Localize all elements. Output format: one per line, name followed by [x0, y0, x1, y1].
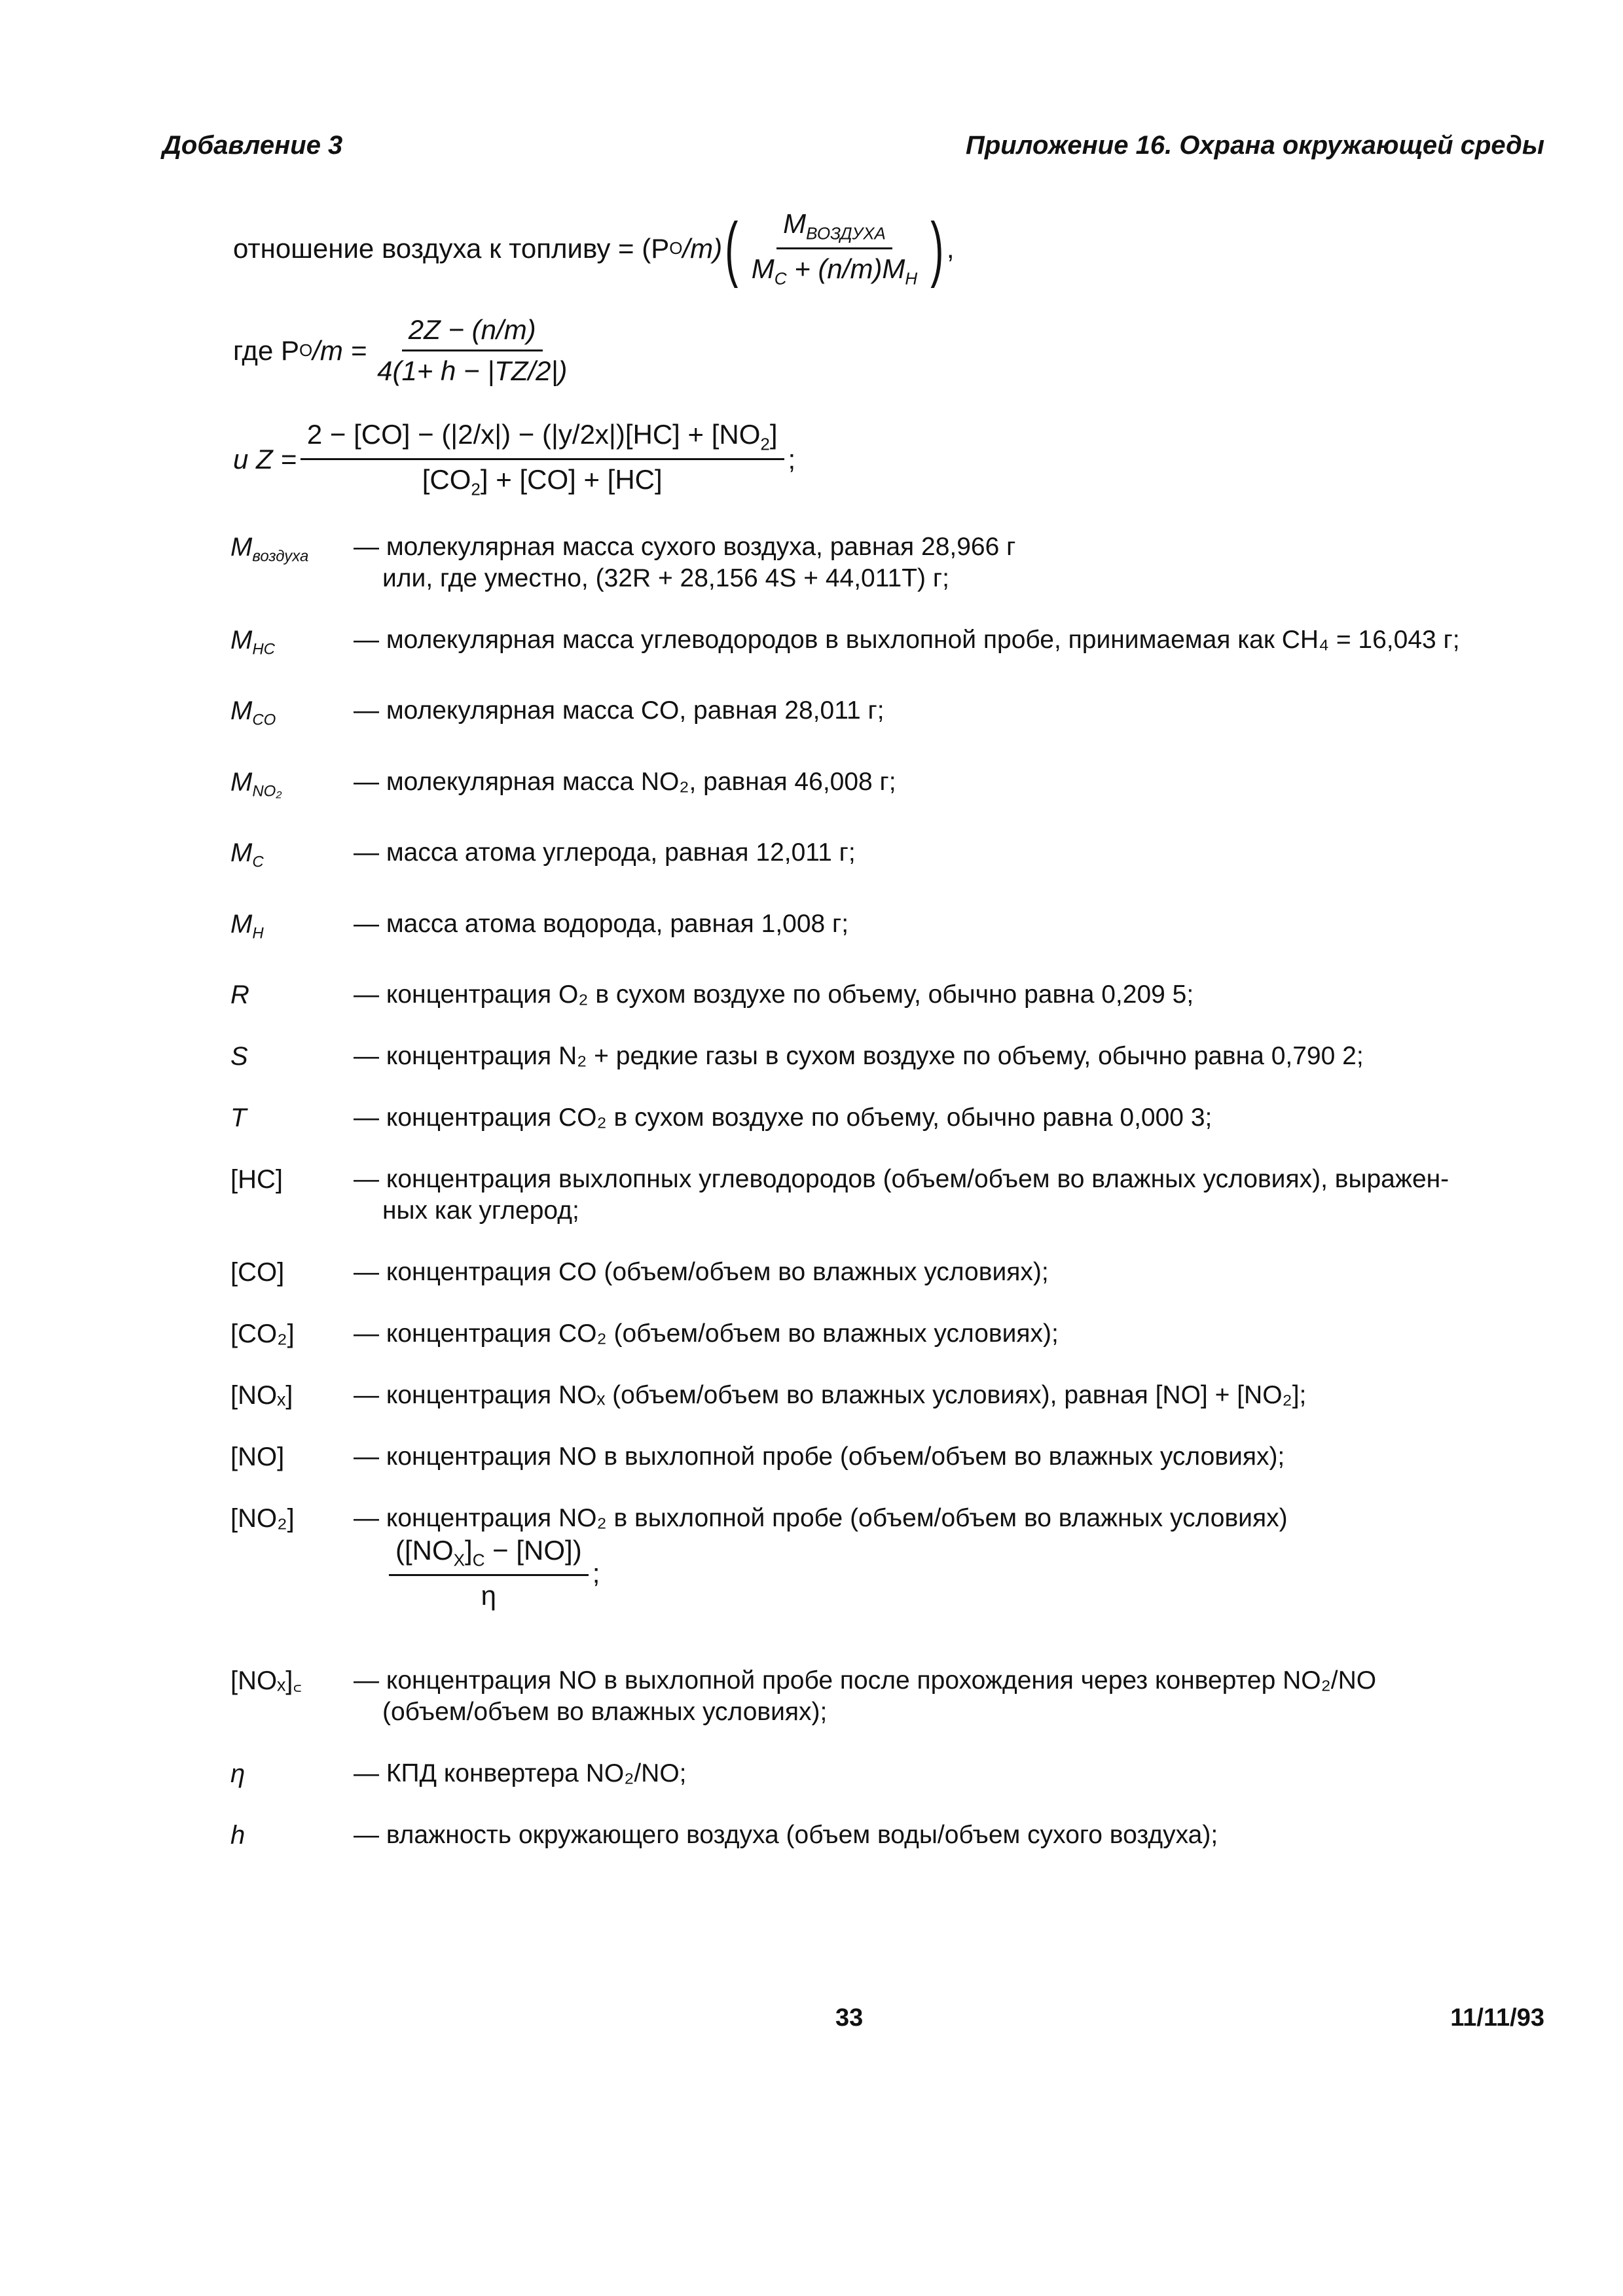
afr-num-sub: ВОЗДУХА	[806, 223, 886, 243]
symbol-subscript: C	[252, 853, 264, 871]
definition-line-2: (объем/объем во влажных условиях);	[382, 1698, 828, 1726]
definition-line-1: — концентрация NO в выхлопной пробе после прохождения через конвертер NO₂/NO	[354, 1666, 1377, 1695]
definition-row	[230, 979, 1546, 1011]
header-left: Добавление 3	[162, 131, 343, 160]
symbol-main: [NOₓ]꜀	[230, 1666, 302, 1695]
po-denominator: 4(1+ h − |TZ/2|)	[377, 355, 568, 386]
paren-left: (	[725, 207, 739, 289]
z-fraction	[301, 419, 784, 500]
definition-row	[230, 1380, 1546, 1411]
eta-denominator: η	[481, 1580, 497, 1611]
definition-row	[230, 1820, 1546, 1851]
eta-num-x: X	[453, 1550, 465, 1570]
afr-fraction	[745, 208, 924, 289]
definition-row	[230, 1041, 1546, 1072]
definition-symbol	[230, 1665, 354, 1728]
definition-line-1: — молекулярная масса сухого воздуха, равная 28,966 г	[354, 533, 1016, 561]
definition-row	[230, 1758, 1546, 1789]
definitions-list	[230, 531, 1546, 1564]
definition-text	[354, 624, 1546, 665]
page-number: 33	[835, 2004, 864, 2032]
definition-line-1: — концентрация CO₂ в сухом воздухе по объему, обычно равна 0,000 3;	[354, 1103, 1213, 1132]
eta-num-end: − [NO])	[484, 1535, 582, 1566]
definition-line-1: — концентрация N₂ + редкие газы в сухом воздухе по объему, обычно равна 0,790 2;	[354, 1041, 1364, 1070]
definition-row	[230, 908, 1546, 949]
definition-text	[354, 837, 1546, 878]
symbol-subscript: HC	[252, 640, 275, 658]
definition-text	[354, 1503, 1546, 1534]
definition-symbol	[230, 531, 354, 594]
symbol-main: M	[230, 696, 253, 726]
afr-num-m: M	[783, 208, 807, 239]
po-fraction	[371, 314, 574, 387]
z-den-sub: 2	[471, 479, 481, 499]
definition-line-1: — концентрация O₂ в сухом воздухе по объему, обычно равна 0,209 5;	[354, 980, 1194, 1009]
definition-symbol	[230, 1380, 354, 1411]
definition-line-1: — молекулярная масса углеводородов в выхлопной пробе, принимаемая как CH₄ = 16,043 г;	[354, 626, 1460, 654]
symbol-main: M	[230, 909, 253, 939]
definition-line-2: ных как углерод;	[382, 1196, 579, 1225]
definition-line-1: — концентрация CO₂ (объем/объем во влажных условиях);	[354, 1319, 1059, 1348]
symbol-main: M	[230, 533, 253, 562]
definition-symbol	[230, 1758, 354, 1789]
definition-row	[230, 1318, 1546, 1350]
symbol-subscript: воздуха	[252, 547, 309, 565]
definition-row	[230, 1102, 1546, 1134]
definition-symbol	[230, 908, 354, 949]
definition-line-1: — концентрация выхлопных углеводородов (объем/объем во влажных условиях), выражен-	[354, 1164, 1450, 1193]
symbol-main: R	[230, 980, 249, 1009]
definition-text	[354, 1820, 1546, 1851]
header-right: Приложение 16. Охрана окружающей среды	[966, 131, 1544, 160]
definition-text	[354, 1041, 1546, 1072]
symbol-main: [NO]	[230, 1442, 285, 1471]
definition-line-1: — масса атома углерода, равная 12,011 г;	[354, 838, 856, 867]
definition-symbol	[230, 1503, 354, 1534]
formula-no-eta	[385, 1535, 600, 1611]
afr-end: ,	[946, 232, 955, 264]
afr-den-mid: + (n/m)M	[786, 253, 905, 285]
definition-symbol	[230, 766, 354, 807]
definition-row	[230, 695, 1546, 736]
symbol-main: [CO]	[230, 1257, 285, 1287]
definition-symbol	[230, 624, 354, 665]
definition-row	[230, 837, 1546, 878]
afr-numerator	[776, 208, 892, 249]
definition-line-1: — масса атома водорода, равная 1,008 г;	[354, 909, 849, 938]
definition-text	[354, 1257, 1546, 1288]
definition-symbol	[230, 1441, 354, 1473]
z-num-text: 2 − [CO] − (|2/x|) − (|y/2x|)[HC] + [NO	[306, 419, 761, 450]
z-den-end: ] + [CO] + [HC]	[480, 464, 663, 495]
paren-right: )	[930, 207, 944, 289]
definition-symbol	[230, 1164, 354, 1227]
definition-symbol	[230, 1257, 354, 1288]
definition-text	[354, 531, 1546, 594]
symbol-main: [CO₂]	[230, 1319, 295, 1348]
symbol-subscript: NO₂	[252, 782, 282, 800]
definition-line-1: — молекулярная масса CO, равная 28,011 г;	[354, 696, 884, 725]
definition-row	[230, 1665, 1546, 1728]
definition-row	[230, 531, 1546, 594]
z-numerator	[301, 419, 784, 460]
definition-row	[230, 1503, 1546, 1534]
eta-end: ;	[592, 1557, 600, 1588]
definition-line-1: — концентрация NOₓ (объем/объем во влажных условиях), равная [NO] + [NO₂];	[354, 1380, 1307, 1409]
z-end: ;	[788, 443, 796, 475]
afr-den-sub-h: H	[905, 268, 918, 289]
symbol-main: [NO₂]	[230, 1503, 295, 1533]
definition-symbol	[230, 1102, 354, 1134]
eta-numerator	[389, 1535, 589, 1576]
definition-line-1: — концентрация NO₂ в выхлопной пробе (объем/объем во влажных условиях)	[354, 1503, 1288, 1532]
definition-symbol	[230, 695, 354, 736]
eta-num-mid: ]	[465, 1535, 473, 1566]
definition-symbol	[230, 1318, 354, 1350]
z-num-sub: 2	[760, 434, 770, 454]
symbol-main: [HC]	[230, 1164, 283, 1194]
definition-text	[354, 1318, 1546, 1350]
afr-label: отношение воздуха к топливу = (P	[233, 232, 670, 264]
definition-text	[354, 979, 1546, 1011]
definition-symbol	[230, 1041, 354, 1072]
symbol-subscript: CO	[252, 711, 276, 729]
afr-m: /m)	[682, 232, 723, 264]
definition-line-1: — молекулярная масса NO₂, равная 46,008 г;	[354, 767, 896, 796]
definition-line-1: — концентрация CO (объем/объем во влажных условиях);	[354, 1257, 1049, 1286]
po-m: /m =	[312, 334, 367, 366]
definition-text	[354, 1102, 1546, 1134]
definition-row	[230, 1164, 1546, 1227]
definitions-list-2	[230, 1665, 1546, 1881]
symbol-main: [NOₓ]	[230, 1380, 293, 1410]
z-prefix: и Z =	[233, 443, 297, 475]
definition-text	[354, 766, 1546, 807]
definition-line-2: или, где уместно, (32R + 28,156 4S + 44,011T) г;	[382, 564, 949, 592]
eta-num-c: C	[472, 1550, 485, 1570]
symbol-main: M	[230, 626, 253, 655]
definition-text	[354, 1380, 1546, 1411]
po-prefix: где P	[233, 334, 299, 366]
definition-line-1: — КПД конвертера NO₂/NO;	[354, 1759, 687, 1787]
afr-denominator	[745, 249, 924, 289]
formula-air-fuel-ratio	[233, 208, 955, 289]
definition-symbol	[230, 837, 354, 878]
definition-text	[354, 695, 1546, 736]
definition-line-1: — влажность окружающего воздуха (объем воды/объем сухого воздуха);	[354, 1821, 1218, 1849]
definition-text	[354, 1758, 1546, 1789]
symbol-subscript: H	[252, 924, 264, 942]
eta-num-text: ([NO	[395, 1535, 454, 1566]
z-den-text: [CO	[422, 464, 471, 495]
definition-line-1: — концентрация NO в выхлопной пробе (объем/объем во влажных условиях);	[354, 1442, 1285, 1471]
z-num-end: ]	[769, 419, 778, 450]
formula-z	[233, 419, 795, 500]
afr-den-sub-c: C	[774, 268, 787, 289]
footer-date: 11/11/93	[1450, 2004, 1544, 2032]
eta-fraction	[389, 1535, 589, 1611]
definition-text	[354, 1665, 1546, 1728]
symbol-main: M	[230, 838, 253, 868]
definition-text	[354, 908, 1546, 949]
po-numerator: 2Z − (n/m)	[402, 314, 543, 351]
definition-row	[230, 766, 1546, 807]
po-o-sub: O	[299, 340, 313, 360]
definition-row	[230, 1257, 1546, 1288]
z-denominator	[416, 460, 669, 499]
definition-text	[354, 1441, 1546, 1473]
afr-o-sub: O	[669, 238, 683, 259]
definition-row	[230, 624, 1546, 665]
symbol-main: M	[230, 767, 253, 797]
definition-symbol	[230, 1820, 354, 1851]
symbol-main: T	[230, 1103, 247, 1132]
symbol-main: η	[230, 1759, 246, 1788]
formula-po-m	[233, 314, 577, 387]
symbol-main: h	[230, 1821, 246, 1850]
definition-symbol	[230, 979, 354, 1011]
afr-den-m: M	[751, 253, 775, 285]
definition-row	[230, 1441, 1546, 1473]
definition-text	[354, 1164, 1546, 1227]
symbol-main: S	[230, 1041, 248, 1071]
